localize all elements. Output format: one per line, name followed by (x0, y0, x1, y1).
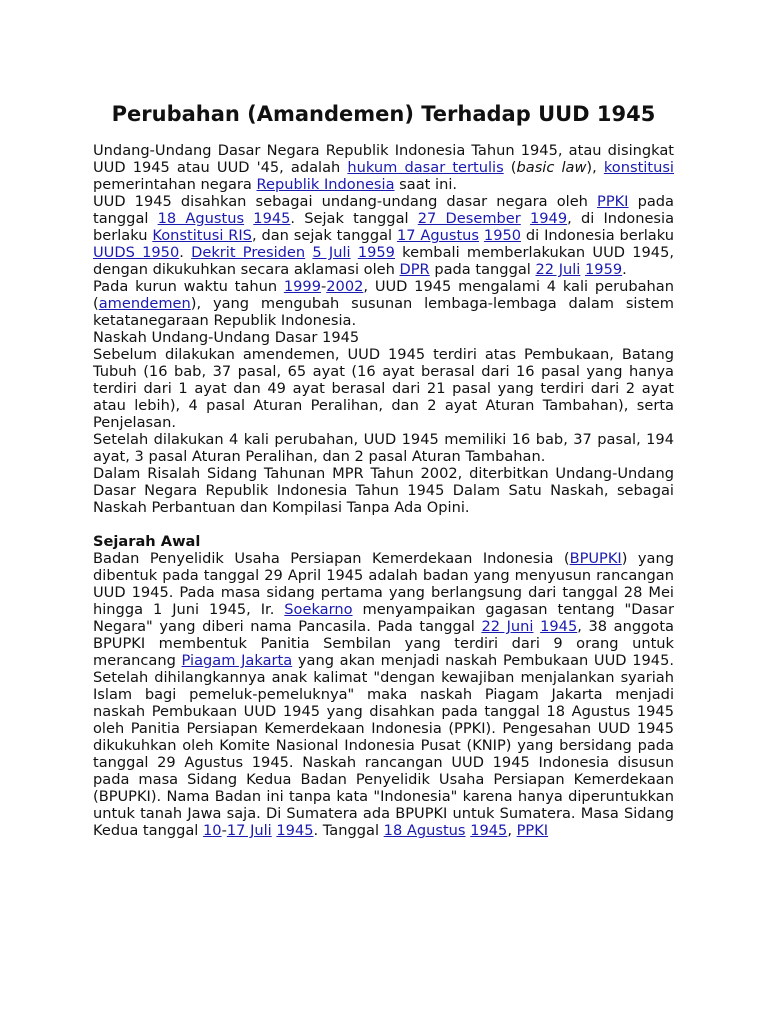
inline-link[interactable]: 27 Desember (417, 210, 521, 227)
text-run (351, 244, 358, 261)
inline-link[interactable]: 1945 (253, 210, 291, 227)
inline-link[interactable]: hukum dasar tertulis (347, 159, 504, 176)
inline-link[interactable]: 22 Juli (535, 261, 581, 278)
inline-link[interactable]: 10 (203, 822, 222, 839)
text-run: , di Indonesia berlaku (93, 210, 675, 244)
text-run: . Tanggal (313, 822, 384, 839)
text-run: , UUD 1945 mengalami 4 kali perubahan ( (93, 278, 674, 312)
inline-link[interactable]: BPUPKI (569, 550, 622, 567)
paragraph (93, 550, 674, 839)
text-run: Dalam Risalah Sidang Tahunan MPR Tahun 2002, diterbitkan Undang-Undang Dasar Negara Republik Indonesia Tahun 1945 Dalam Satu Naskah, sebagai Naskah Perbantuan dan Kompilasi Tanpa Ada Opini. (93, 465, 674, 516)
section-heading: Sejarah Awal (93, 533, 201, 550)
inline-link[interactable]: 1945 (276, 822, 314, 839)
intro-section (93, 142, 674, 516)
history-section (93, 550, 674, 839)
text-run: UUD 1945 disahkan sebagai undang-undang dasar negara oleh (93, 193, 598, 210)
text-run: Pada kurun waktu tahun (93, 278, 284, 295)
inline-link[interactable]: 2002 (326, 278, 364, 295)
text-run: . (179, 244, 192, 261)
text-run: ), (586, 159, 604, 176)
inline-link[interactable]: 1945 (540, 618, 578, 635)
text-run: ), yang mengubah susunan lembaga-lembaga dalam sistem ketatanegaraan Republik Indonesia. (93, 295, 674, 329)
inline-link[interactable]: 17 Agustus (396, 227, 480, 244)
text-run: , dan sejak tanggal (251, 227, 397, 244)
text-run: Naskah Undang-Undang Dasar 1945 (93, 329, 360, 346)
text-run: menyampaikan gagasan tentang "Dasar Negara" yang diberi nama Pancasila. Pada tanggal (93, 601, 674, 635)
inline-link[interactable]: 1959 (585, 261, 623, 278)
paragraph (93, 142, 674, 193)
inline-link[interactable]: 18 Agustus (157, 210, 245, 227)
paragraph-spacer (93, 516, 674, 533)
text-run: - (221, 822, 227, 839)
inline-link[interactable]: 1950 (483, 227, 522, 244)
text-run: , (507, 822, 517, 839)
text-run: Undang-Undang Dasar Negara Republik Indonesia Tahun 1945, atau disingkat UUD 1945 atau UUD '45, adalah (93, 142, 674, 176)
text-run: - (320, 278, 327, 295)
italic-text: basic law (516, 159, 587, 176)
text-run: pada tanggal (93, 193, 674, 227)
paragraph (93, 278, 674, 329)
inline-link[interactable]: 1999 (283, 278, 321, 295)
text-run: saat ini. (394, 176, 458, 193)
text-run: ) yang dibentuk pada tanggal 29 April 1945 adalah badan yang menyusun rancangan UUD 1945. Pada masa sidang pertama yang berlangsung dari tanggal 28 Mei hingga 1 Juni 1945, Ir. (93, 550, 674, 618)
inline-link[interactable]: Konstitusi RIS (152, 227, 252, 244)
inline-link[interactable]: konstitusi (603, 159, 674, 176)
inline-link[interactable]: Soekarno (284, 601, 353, 618)
inline-link[interactable]: DPR (399, 261, 430, 278)
text-run (521, 210, 530, 227)
paragraph (93, 431, 674, 465)
inline-link[interactable]: 22 Juni (481, 618, 534, 635)
inline-link[interactable]: UUDS 1950 (93, 244, 180, 261)
text-run: Badan Penyelidik Usaha Persiapan Kemerdekaan Indonesia ( (93, 550, 570, 567)
text-run: ( (503, 159, 517, 176)
text-run (244, 210, 253, 227)
text-run: . Sejak tanggal (290, 210, 418, 227)
text-run: , 38 anggota BPUPKI membentuk Panitia Sembilan yang terdiri dari 9 orang untuk merancang (93, 618, 674, 669)
paragraph (93, 465, 674, 516)
text-run: kembali memberlakukan UUD 1945, dengan dikukuhkan secara aklamasi oleh (93, 244, 674, 278)
inline-link[interactable]: PPKI (516, 822, 549, 839)
inline-link[interactable]: Dekrit Presiden (191, 244, 306, 261)
text-run: yang akan menjadi naskah Pembukaan UUD 1945. Setelah dihilangkannya anak kalimat "dengan kewajiban menjalankan syariah Islam bagi pemeluk-pemeluknya" maka naskah Piagam Jakarta menjadi naskah Pembukaan UUD 1945 yang disahkan pada tanggal 18 Agustus 1945 oleh Panitia Persiapan Kemerdekaan Indonesia (PPKI). Pengesahan UUD 1945 dikukuhkan oleh Komite Nasional Indonesia Pusat (KNIP) yang bersidang pada tanggal 29 Agustus 1945. Naskah rancangan UUD 1945 Indonesia disusun pada masa Sidang Kedua Badan Penyelidik Usaha Persiapan Kemerdekaan (BPUPKI). Nama Badan ini tanpa kata "Indonesia" karena hanya diperuntukkan untuk tanah Jawa saja. Di Sumatera ada BPUPKI untuk Sumatera. Masa Sidang Kedua tanggal (93, 652, 674, 839)
document-title: Perubahan (Amandemen) Terhadap UUD 1945 (111, 102, 656, 126)
text-run: Setelah dilakukan 4 kali perubahan, UUD 1945 memiliki 16 bab, 37 pasal, 194 ayat, 3 pasal Aturan Peralihan, dan 2 pasal Aturan Tambahan. (93, 431, 674, 465)
paragraph (93, 329, 674, 346)
inline-link[interactable]: amendemen (98, 295, 191, 312)
inline-link[interactable]: 5 Juli (312, 244, 351, 261)
document-body (93, 142, 674, 839)
inline-link[interactable]: Piagam Jakarta (181, 652, 293, 669)
inline-link[interactable]: 17 Juli (226, 822, 272, 839)
text-run: pada tanggal (429, 261, 536, 278)
inline-link[interactable]: PPKI (597, 193, 629, 210)
inline-link[interactable]: 1959 (357, 244, 395, 261)
text-run: pemerintahan negara (93, 176, 257, 193)
paragraph (93, 193, 674, 278)
inline-link[interactable]: 18 Agustus (383, 822, 466, 839)
text-run: Sebelum dilakukan amendemen, UUD 1945 terdiri atas Pembukaan, Batang Tubuh (16 bab, 37 pasal, 65 ayat (16 ayat berasal dari 16 pasal yang hanya terdiri dari 1 ayat dan 49 ayat berasal dari 21 pasal yang terdiri dari 2 ayat atau lebih), 4 pasal Aturan Peralihan, dan 2 ayat Aturan Tambahan), serta Penjelasan. (93, 346, 674, 431)
inline-link[interactable]: 1949 (529, 210, 568, 227)
paragraph (93, 346, 674, 431)
text-run: . (622, 261, 627, 278)
text-run: di Indonesia berlaku (521, 227, 674, 244)
inline-link[interactable]: 1945 (470, 822, 508, 839)
inline-link[interactable]: Republik Indonesia (256, 176, 395, 193)
